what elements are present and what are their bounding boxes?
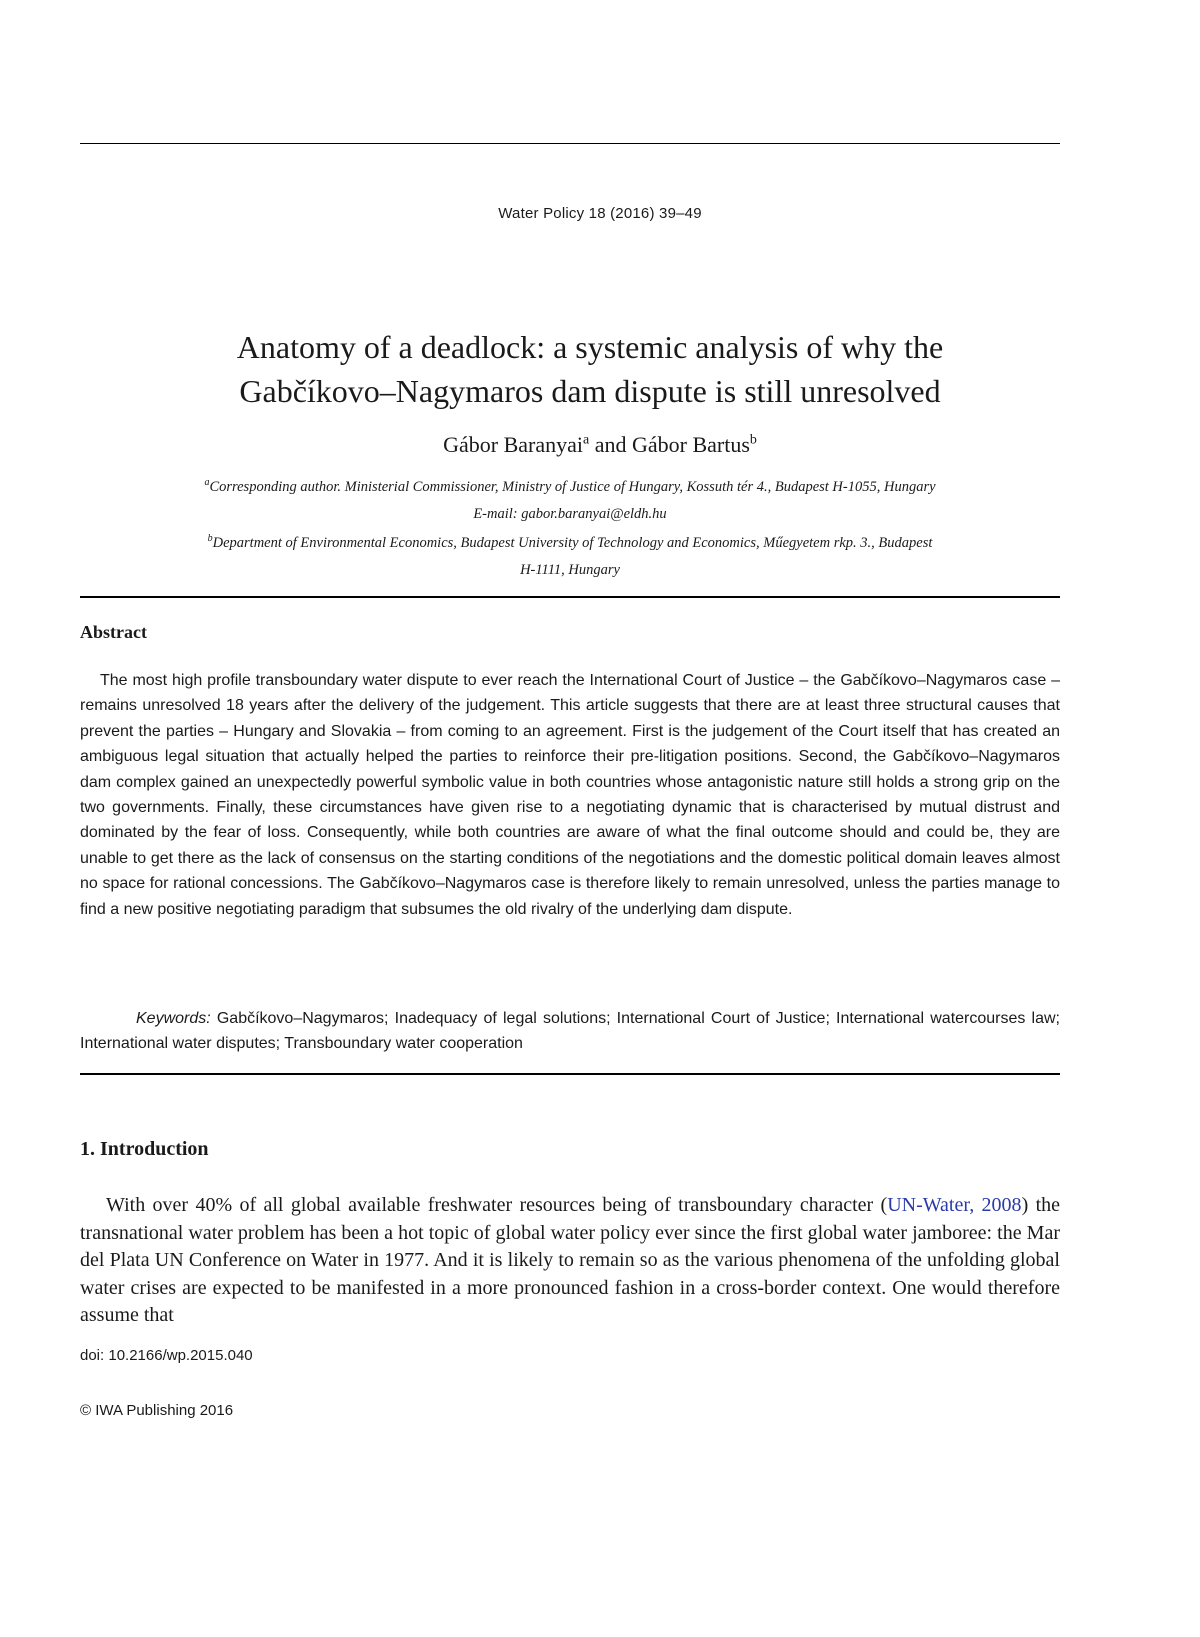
keywords-list: Gabčíkovo–Nagymaros; Inadequacy of legal solutions; International Court of Justice; International watercourses law; International water disputes; Transboundary water cooperation — [80, 1010, 1060, 1053]
author-separator: and — [589, 432, 632, 457]
body-text: With over 40% of all global available freshwater resources being of transboundary character ( — [106, 1194, 888, 1216]
affiliation-text: Corresponding author. Ministerial Commissioner, Ministry of Justice of Hungary, Kossuth tér 4., Budapest H-1055, Hungary — [209, 478, 936, 495]
author-name: Gábor Baranyai — [443, 432, 583, 457]
affiliation-text: H-1111, Hungary — [520, 561, 620, 578]
affiliation-b — [80, 525, 1060, 584]
abstract-text: The most high profile transboundary water dispute to ever reach the International Court of Justice – the Gabčíkovo–Nagymaros case – remains unresolved 18 years after the delivery of the judgement. This article suggests that there are at least three structural causes that prevent the parties – Hungary and Slovakia – from coming to an agreement. First is the judgement of the Court itself that has created an ambiguous legal situation that actually helped the parties to reinforce their pre-litigation positions. Second, the Gabčíkovo–Nagymaros dam complex gained an unexpectedly powerful symbolic value in both countries whose antagonistic nature still holds a strong grip on the two governments. Finally, these circumstances have given rise to a negotiating dynamic that is characterised by mutual distrust and dominated by the fear of loss. Consequently, while both countries are aware of what the final outcome should and could be, they are unable to get there as the lack of consensus on the starting conditions of the negotiations and the domestic political domain leaves almost no space for rational concessions. The Gabčíkovo–Nagymaros case is therefore likely to remain unresolved, unless the parties manage to find a new positive negotiating paradigm that subsumes the old rivalry of the underlying dam dispute. — [80, 672, 1060, 918]
journal-citation: Water Policy 18 (2016) 39–49 — [498, 205, 702, 222]
affiliation-mark: b — [207, 533, 213, 544]
abstract-heading: Abstract — [80, 622, 147, 642]
affiliation-text: Department of Environmental Economics, Budapest University of Technology and Economics, Műegyetem rkp. 3., Budapest — [212, 534, 933, 551]
doi: doi: 10.2166/wp.2015.040 — [80, 1347, 253, 1364]
title-line-1: Anatomy of a deadlock: a systemic analysis of why the — [236, 329, 944, 365]
keywords — [80, 1006, 1060, 1057]
abstract-bottom-rule — [80, 1073, 1060, 1075]
author-affiliation-mark: b — [749, 432, 757, 448]
abstract-top-rule — [80, 596, 1060, 598]
copyright: © IWA Publishing 2016 — [80, 1402, 234, 1419]
author-name: Gábor Bartus — [631, 432, 750, 457]
top-rule — [80, 143, 1060, 144]
title-line-2: Gabčíkovo–Nagymaros dam dispute is still unresolved — [239, 373, 941, 409]
body-text: ) the transnational water problem has been a hot topic of global water policy ever since the first global water jamboree: the Mar del Plata UN Conference on Water in 1977. And it is likely to remain so as the various phenomena of the unfolding global water crises are expected to be manifested in a more pronounced fashion in a cross-border context. One would therefore assume that — [80, 1194, 1061, 1326]
author-list — [0, 432, 1200, 458]
author-affiliation-mark: a — [582, 432, 590, 448]
author-email: E-mail: gabor.baranyai@eldh.hu — [473, 505, 667, 522]
introduction-text — [80, 1192, 1060, 1330]
affiliation-a — [80, 469, 1060, 528]
affiliation-mark: a — [204, 477, 210, 488]
keywords-label: Keywords: — [136, 1010, 211, 1027]
paper-title — [50, 325, 1130, 413]
citation-link[interactable]: UN-Water, 2008 — [887, 1194, 1022, 1216]
section-heading: 1. Introduction — [80, 1138, 209, 1160]
